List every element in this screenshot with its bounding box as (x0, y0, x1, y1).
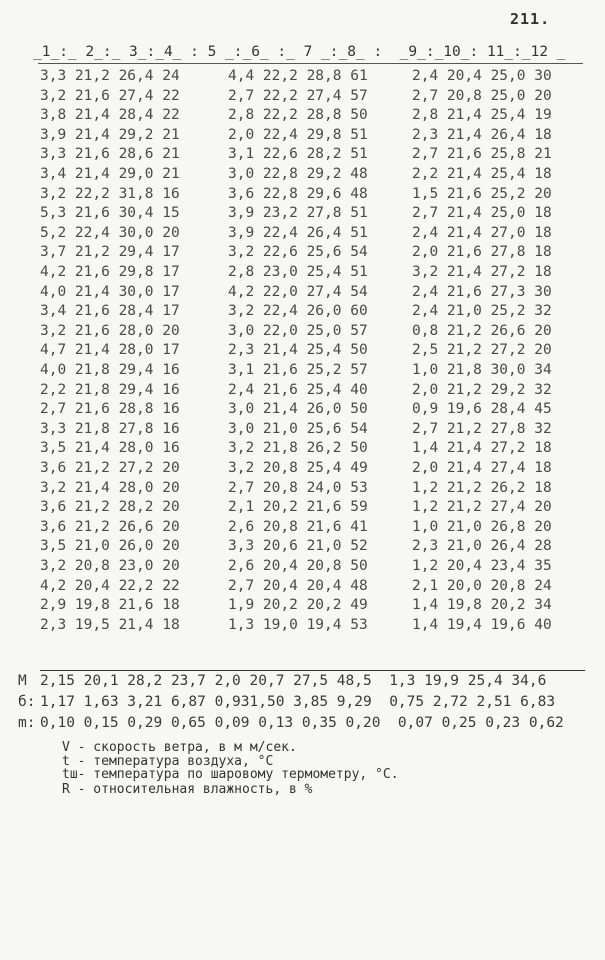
row-group-3: 3,2 21,4 27,2 18 (412, 264, 552, 280)
row-group-1: 3,3 21,6 28,6 21 (40, 146, 180, 163)
summary-values: 1,17 1,63 3,21 6,87 0,931,50 3,85 9,29 0,75 2,72 2,51 6,83 (40, 694, 556, 710)
row-group-2: 3,2 22,6 25,6 54 (228, 244, 368, 261)
summary-values: 2,15 20,1 28,2 23,7 2,0 20,7 27,5 48,5 1,3 19,9 25,4 34,6 (40, 673, 547, 689)
row-group-2: 2,4 21,6 25,4 40 (228, 381, 368, 398)
row-group-2: 1,3 19,0 19,4 53 (228, 616, 368, 633)
summary-values: 0,10 0,15 0,29 0,65 0,09 0,13 0,35 0,20 0,07 0,25 0,23 0,62 (40, 715, 564, 731)
row-group-2: 3,9 22,4 26,4 51 (228, 224, 368, 241)
row-group-3: 2,7 20,8 25,0 20 (412, 87, 552, 104)
row-group-3: 2,4 21,0 25,2 32 (412, 303, 552, 320)
row-group-1: 3,6 21,2 26,6 20 (40, 518, 180, 535)
row-group-3: 2,2 21,4 25,4 18 (412, 166, 552, 182)
row-group-1: 2,7 21,6 28,8 16 (40, 401, 180, 418)
row-group-2: 3,6 22,8 29,6 48 (228, 185, 368, 202)
legend-line: R - относительная влажность, в % (62, 782, 313, 797)
row-group-2: 2,8 22,2 28,8 50 (228, 107, 368, 124)
row-group-1: 3,9 21,4 29,2 21 (40, 126, 180, 143)
row-group-1: 2,9 19,8 21,6 18 (40, 597, 180, 614)
legend-line: t - температура воздуха, °C (62, 754, 274, 769)
row-group-3: 2,4 21,4 27,0 18 (412, 224, 552, 241)
row-group-3: 2,3 21,4 26,4 18 (412, 126, 552, 143)
row-group-2: 3,2 20,8 25,4 49 (228, 460, 368, 476)
row-group-1: 5,2 22,4 30,0 20 (40, 224, 180, 241)
row-group-1: 3,5 21,4 28,0 16 (40, 440, 180, 457)
legend-line: tш- температура по шаровому термометру, °C. (62, 767, 399, 782)
row-group-2: 3,3 20,6 21,0 52 (228, 538, 368, 555)
row-group-2: 3,0 22,8 29,2 48 (228, 166, 368, 182)
row-group-3: 2,0 21,4 27,4 18 (412, 460, 552, 476)
header-rule (38, 63, 583, 64)
summary-label: б: (18, 694, 36, 710)
row-group-2: 3,2 22,4 26,0 60 (228, 303, 368, 320)
row-group-3: 2,4 20,4 25,0 30 (412, 68, 552, 84)
row-group-1: 3,8 21,4 28,4 22 (40, 107, 180, 124)
page-number: 211. (510, 10, 551, 28)
row-group-1: 3,4 21,6 28,4 17 (40, 303, 180, 320)
row-group-2: 2,7 22,2 27,4 57 (228, 87, 368, 104)
row-group-2: 2,3 21,4 25,4 50 (228, 342, 368, 359)
row-group-1: 4,0 21,4 30,0 17 (40, 283, 180, 300)
row-group-1: 3,6 21,2 27,2 20 (40, 460, 180, 476)
row-group-2: 1,9 20,2 20,2 49 (228, 597, 368, 614)
row-group-1: 4,2 20,4 22,2 22 (40, 577, 180, 594)
row-group-1: 3,3 21,8 27,8 16 (40, 420, 180, 437)
row-group-2: 2,8 23,0 25,4 51 (228, 264, 368, 280)
row-group-2: 2,0 22,4 29,8 51 (228, 126, 368, 143)
row-group-1: 3,3 21,2 26,4 24 (40, 68, 180, 84)
summary-row (0, 694, 605, 716)
row-group-3: 2,7 21,2 27,8 32 (412, 420, 552, 437)
row-group-2: 4,2 22,0 27,4 54 (228, 283, 368, 300)
row-group-2: 2,7 20,8 24,0 53 (228, 479, 368, 496)
row-group-1: 3,6 21,2 28,2 20 (40, 499, 180, 516)
row-group-3: 1,2 20,4 23,4 35 (412, 558, 552, 574)
row-group-3: 2,0 21,2 29,2 32 (412, 381, 552, 398)
row-group-3: 1,4 19,8 20,2 34 (412, 597, 552, 614)
row-group-1: 3,2 21,6 27,4 22 (40, 87, 180, 104)
summary-row (0, 673, 605, 695)
row-group-2: 2,6 20,8 21,6 41 (228, 518, 368, 535)
row-group-3: 1,5 21,6 25,2 20 (412, 185, 552, 202)
row-group-3: 0,8 21,2 26,6 20 (412, 322, 552, 339)
row-group-3: 1,2 21,2 27,4 20 (412, 499, 552, 516)
row-group-1: 3,2 20,8 23,0 20 (40, 558, 180, 574)
row-group-3: 2,5 21,2 27,2 20 (412, 342, 552, 359)
row-group-2: 4,4 22,2 28,8 61 (228, 68, 368, 84)
legend-line: V - скорость ветра, в м м/сек. (62, 740, 297, 755)
row-group-1: 3,2 21,4 28,0 20 (40, 479, 180, 496)
row-group-2: 3,1 21,6 25,2 57 (228, 362, 368, 378)
row-group-1: 3,5 21,0 26,0 20 (40, 538, 180, 555)
row-group-1: 4,2 21,6 29,8 17 (40, 264, 180, 280)
row-group-1: 5,3 21,6 30,4 15 (40, 205, 180, 222)
table-row (0, 617, 605, 639)
row-group-3: 2,4 21,6 27,3 30 (412, 283, 552, 300)
row-group-3: 2,7 21,4 25,0 18 (412, 205, 552, 222)
row-group-1: 3,7 21,2 29,4 17 (40, 244, 180, 261)
row-group-2: 3,0 22,0 25,0 57 (228, 322, 368, 339)
row-group-2: 3,2 21,8 26,2 50 (228, 440, 368, 457)
row-group-1: 4,7 21,4 28,0 17 (40, 342, 180, 359)
summary-label: M (18, 673, 27, 689)
row-group-3: 1,4 19,4 19,6 40 (412, 616, 552, 633)
row-group-3: 1,4 21,4 27,2 18 (412, 440, 552, 457)
row-group-3: 2,7 21,6 25,8 21 (412, 146, 552, 163)
row-group-2: 2,1 20,2 21,6 59 (228, 499, 368, 516)
row-group-1: 2,3 19,5 21,4 18 (40, 616, 180, 633)
row-group-2: 3,0 21,0 25,6 54 (228, 420, 368, 437)
summary-row (0, 715, 605, 737)
row-group-3: 1,2 21,2 26,2 18 (412, 479, 552, 496)
row-group-2: 2,7 20,4 20,4 48 (228, 577, 368, 594)
summary-label: m: (18, 715, 36, 731)
row-group-2: 3,1 22,6 28,2 51 (228, 146, 368, 163)
row-group-1: 2,2 21,8 29,4 16 (40, 381, 180, 398)
row-group-1: 3,2 22,2 31,8 16 (40, 185, 180, 202)
row-group-3: 1,0 21,8 30,0 34 (412, 362, 552, 378)
totals-rule (40, 670, 585, 671)
row-group-2: 3,0 21,4 26,0 50 (228, 401, 368, 418)
row-group-3: 2,0 21,6 27,8 18 (412, 244, 552, 261)
row-group-1: 3,2 21,6 28,0 20 (40, 322, 180, 339)
row-group-1: 4,0 21,8 29,4 16 (40, 362, 180, 378)
row-group-3: 2,1 20,0 20,8 24 (412, 577, 552, 594)
row-group-3: 2,3 21,0 26,4 28 (412, 538, 552, 555)
row-group-3: 0,9 19,6 28,4 45 (412, 401, 552, 418)
row-group-3: 1,0 21,0 26,8 20 (412, 518, 552, 535)
row-group-2: 3,9 23,2 27,8 51 (228, 205, 368, 222)
row-group-2: 2,6 20,4 20,8 50 (228, 558, 368, 574)
column-header: _1_:_ 2_:_ 3_:_4_ : 5 _:_6_ :_ 7 _:_8_ : _9_:_10_: 11_:_12 _ (33, 44, 566, 60)
row-group-1: 3,4 21,4 29,0 21 (40, 166, 180, 182)
row-group-3: 2,8 21,4 25,4 19 (412, 107, 552, 124)
